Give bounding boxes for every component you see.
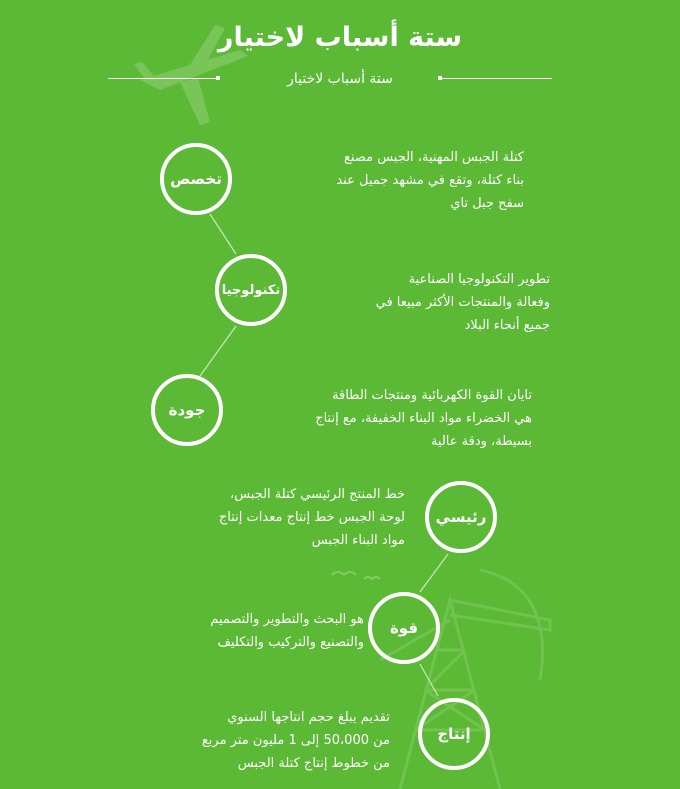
reason-description-production [140,706,390,775]
reason-line: والتصنيع والتركيب والتكليف [217,635,364,650]
reason-line: خط المنتج الرئيسي كتلة الجبس، [230,487,405,502]
reason-circle-main [425,481,497,553]
connector-4-5 [420,554,448,592]
reason-circle-specialization [160,143,232,215]
reason-line: كتلة الجبس المهنية، الجبس مصنع [343,150,524,165]
reason-line: من 50،000 إلى 1 مليون متر مربع [201,733,390,748]
reason-circle-strength [368,592,440,664]
connector-1-2 [210,214,236,254]
reason-label: تخصص [170,170,222,188]
page-subtitle: ستة أسباب لاختيار [287,71,393,87]
reason-label: قوة [389,619,419,637]
reason-line: من خطوط إنتاج كتلة الجبس [237,756,390,771]
reason-circle-technology [215,254,287,326]
reason-label: إنتاج [437,725,471,743]
reason-line: بسيطة، ودقة عالية [430,434,532,449]
connector-2-3 [200,326,236,376]
reason-line: تقديم يبلغ حجم انتاجها السنوي [227,710,390,725]
reason-label: رئيسي [435,508,487,526]
reason-line: مواد البناء الجبس [311,533,405,548]
reason-label: تكنولوجيا [221,282,281,298]
reason-circle-production [418,698,490,770]
reason-description-strength [132,608,364,654]
reason-line: هو البحث والتطوير والتصميم [210,612,364,627]
reason-description-quality [240,384,532,453]
reason-label: جودة [168,401,206,419]
page-title: ستة أسباب لاختيار [217,22,463,53]
connector-5-6 [420,664,438,696]
reason-line: سفح جبل تاي [450,196,524,211]
reason-line: تايان القوة الكهربائية ومنتجات الطاقة [332,388,532,403]
reason-circle-quality [151,374,223,446]
reason-line: جميع أنحاء البلاد [464,318,550,333]
reason-line: لوحة الجبس خط إنتاج معدات إنتاج [218,510,405,525]
reason-line: وفعالة والمنتجات الأكثر مبيعا في [375,295,550,310]
reason-line: تطوير التكنولوجيا الصناعية [408,272,550,287]
reason-description-main [150,483,405,552]
reason-line: هي الخضراء مواد البناء الخفيفة، مع إنتاج [315,411,532,426]
reason-description-specialization [244,146,524,215]
reason-description-technology [300,268,550,337]
reason-line: بناء كتلة، وتقع في مشهد جميل عند [336,173,524,188]
